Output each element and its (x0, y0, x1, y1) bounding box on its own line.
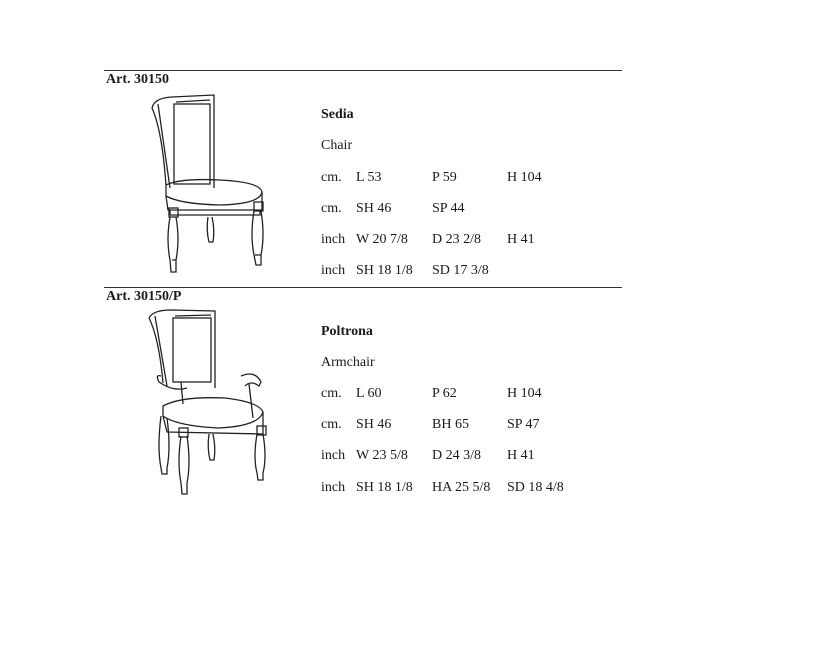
dimension-value: L 53 (356, 170, 382, 185)
section-divider (104, 70, 622, 71)
article-number: Art. 30150/P (106, 289, 182, 304)
unit-label: inch (321, 232, 346, 247)
product-translation: Chair (321, 138, 353, 153)
dimension-value: D 23 2/8 (432, 232, 481, 247)
dimension-value: H 104 (507, 386, 542, 401)
dimension-value: SH 18 1/8 (356, 480, 413, 495)
dimension-value: W 23 5/8 (356, 448, 408, 463)
dimension-value: SP 44 (432, 201, 465, 216)
product-name: Sedia (321, 107, 354, 122)
article-number: Art. 30150 (106, 72, 169, 87)
unit-label: cm. (321, 170, 342, 185)
unit-label: inch (321, 448, 346, 463)
product-name: Poltrona (321, 324, 373, 339)
unit-label: cm. (321, 201, 342, 216)
dimension-value: SH 18 1/8 (356, 263, 413, 278)
dimension-value: L 60 (356, 386, 382, 401)
dimension-value: H 41 (507, 232, 535, 247)
dimension-value: H 41 (507, 448, 535, 463)
chair-drawing (150, 90, 270, 285)
product-translation: Armchair (321, 355, 375, 370)
dimension-value: SD 17 3/8 (432, 263, 489, 278)
dimension-value: P 62 (432, 386, 457, 401)
unit-label: cm. (321, 417, 342, 432)
section-divider (104, 287, 622, 288)
dimension-value: HA 25 5/8 (432, 480, 491, 495)
unit-label: inch (321, 480, 346, 495)
dimension-value: SH 46 (356, 417, 392, 432)
dimension-value: W 20 7/8 (356, 232, 408, 247)
dimension-value: SP 47 (507, 417, 540, 432)
dimension-value: BH 65 (432, 417, 469, 432)
dimension-value: SD 18 4/8 (507, 480, 564, 495)
dimension-value: H 104 (507, 170, 542, 185)
armchair-drawing (145, 308, 270, 498)
dimension-value: P 59 (432, 170, 457, 185)
dimension-value: SH 46 (356, 201, 392, 216)
unit-label: inch (321, 263, 346, 278)
unit-label: cm. (321, 386, 342, 401)
dimension-value: D 24 3/8 (432, 448, 481, 463)
